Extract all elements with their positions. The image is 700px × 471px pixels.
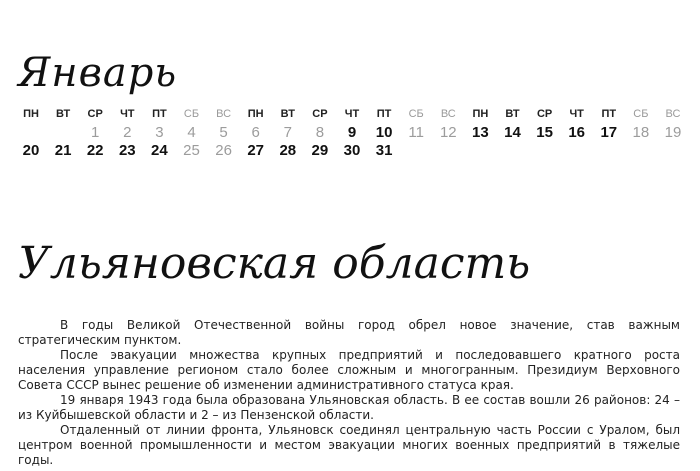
calendar-day: 12 xyxy=(439,124,457,141)
calendar-day: 24 xyxy=(151,142,168,159)
weekday-label: ЧТ xyxy=(569,108,584,120)
calendar-day: 13 xyxy=(472,124,489,141)
weekday-label: СР xyxy=(87,108,103,120)
weekday-label: СБ xyxy=(633,108,649,120)
calendar-day: 23 xyxy=(118,142,136,159)
calendar-day: 18 xyxy=(632,124,650,141)
weekday-label: ПН xyxy=(472,108,489,120)
calendar-day: 3 xyxy=(155,124,164,141)
weekday-label: ЧТ xyxy=(344,108,360,120)
weekday-label: СР xyxy=(536,108,553,120)
calendar-grid xyxy=(18,108,690,160)
body-text xyxy=(18,318,680,468)
calendar-day: 26 xyxy=(215,142,232,159)
calendar-day: 19 xyxy=(664,124,682,141)
paragraph: В годы Великой Отечественной войны город обрел новое значение, став важным стратегическим пунктом. xyxy=(18,318,680,347)
weekday-label: ПТ xyxy=(376,108,392,120)
weekday-label: ВТ xyxy=(280,108,295,120)
calendar-day: 10 xyxy=(375,124,393,141)
calendar-day: 14 xyxy=(504,124,521,141)
paragraph: Отдаленный от линии фронта, Ульяновск соединял центральную часть России с Уралом, был центром военной промышленности и местом эвакуации многих военных предприятий в тяжелые годы. xyxy=(18,423,680,467)
paragraph: 19 января 1943 года была образована Ульяновская область. В ее состав вошли 26 районов: 24 – из Куйбышевской области и 2 – из Пензенской области. xyxy=(18,393,680,422)
calendar-day: 7 xyxy=(283,124,292,141)
weekday-label: ЧТ xyxy=(120,108,135,120)
calendar-day: 25 xyxy=(183,142,200,159)
calendar-day: 6 xyxy=(251,124,260,141)
calendar-day: 5 xyxy=(219,124,228,141)
weekday-label: ВТ xyxy=(505,108,520,120)
calendar-day: 29 xyxy=(311,142,329,159)
calendar-day: 27 xyxy=(247,142,265,159)
calendar-day: 16 xyxy=(568,124,586,141)
calendar-day: 2 xyxy=(123,124,132,141)
calendar-day: 8 xyxy=(315,124,325,141)
month-title: Январь xyxy=(18,50,178,96)
calendar-day: 20 xyxy=(22,142,40,159)
calendar-day: 31 xyxy=(375,142,393,159)
weekday-label: ПТ xyxy=(152,108,167,120)
calendar-day: 17 xyxy=(600,124,618,141)
region-title: Ульяновская область xyxy=(18,238,531,289)
weekday-label: СБ xyxy=(183,108,200,120)
calendar-day: 1 xyxy=(91,124,100,141)
calendar-day: 21 xyxy=(54,142,72,159)
weekday-label: СБ xyxy=(408,108,424,120)
calendar-day: 15 xyxy=(536,124,553,141)
weekday-label: ВТ xyxy=(55,108,71,120)
weekday-label: ВС xyxy=(440,108,456,120)
weekday-label: ПН xyxy=(23,108,39,120)
weekday-label: ВС xyxy=(216,108,232,120)
paragraph: После эвакуации множества крупных предприятий и последовавшего кратного роста населения управление регионом стало более сложным и многогранным. Президиум Верховного Совета СССР вынес решение об изменении административного статуса края. xyxy=(18,348,680,392)
calendar-day: 4 xyxy=(187,124,196,141)
weekday-label: ВС xyxy=(665,108,681,120)
calendar-day: 30 xyxy=(343,142,361,159)
calendar-day: 11 xyxy=(408,124,424,141)
calendar-day: 9 xyxy=(347,124,357,141)
weekday-label: ПН xyxy=(247,108,264,120)
calendar-day: 22 xyxy=(86,142,104,159)
calendar-day: 28 xyxy=(279,142,297,159)
weekday-label: СР xyxy=(312,108,328,120)
weekday-label: ПТ xyxy=(601,108,617,120)
